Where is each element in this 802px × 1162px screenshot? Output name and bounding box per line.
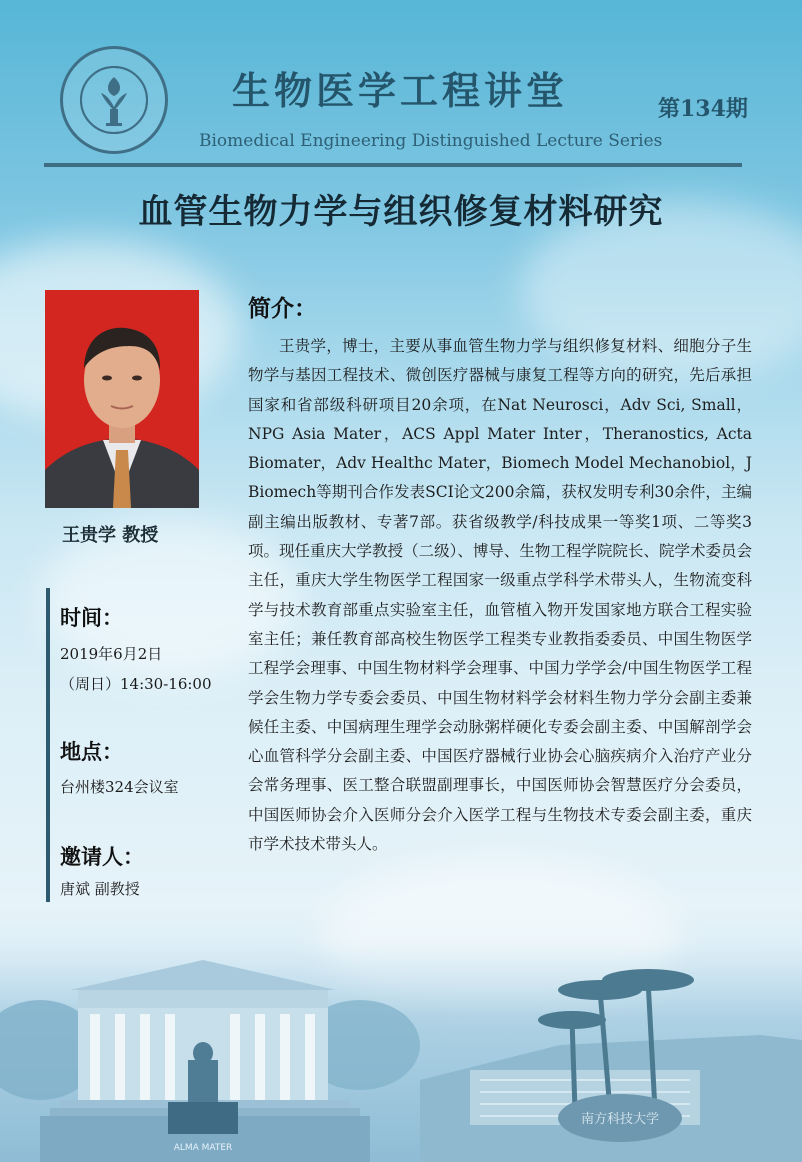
issue-number: 第134期	[658, 96, 748, 122]
info-sidebar-bar	[46, 588, 50, 902]
series-title: 生物医学工程讲堂	[232, 68, 569, 113]
portrait-icon	[45, 290, 199, 508]
time-date: 2019年6月2日	[60, 645, 163, 663]
place-value: 台州楼324会议室	[60, 778, 179, 796]
header-divider	[44, 163, 742, 167]
time-range: （周日）14:30-16:00	[60, 675, 212, 693]
speaker-name: 王贵学 教授	[62, 525, 159, 546]
speaker-photo	[45, 290, 199, 508]
series-subtitle: Biomedical Engineering Distinguished Lecture Series	[199, 131, 663, 151]
stone-text: 南方科技大学	[580, 1112, 660, 1127]
university-logo	[60, 46, 168, 154]
bio-heading: 简介：	[248, 295, 317, 322]
campus-scenery	[0, 940, 802, 1162]
lecture-title: 血管生物力学与组织修复材料研究	[138, 192, 664, 232]
plaque-text: ALMA MATER	[173, 1143, 233, 1153]
time-heading: 时间：	[60, 605, 123, 630]
bio-text: 王贵学，博士，主要从事血管生物力学与组织修复材料、细胞分子生物学与基因工程技术、微创医疗器械与康复工程等方向的研究，先后承担国家和省部级科研项目20余项，在Nat Neurosci，Adv Sci, Small，NPG Asia Mater，ACS Appl Mater Inter，Theranostics, Acta Biomater，Adv Healthc Mater，Biomech Model Mechanobiol，J Biomech等期刊合作发表SCI论文200余篇，获权发明专利30余件，主编副主编出版教材、专著7部。获省级教学/科技成果一等奖1项、二等奖3项。现任重庆大学教授（二级）、博导、生物工程学院院长、院学术委员会主任，重庆大学生物医学工程国家一级重点学科学术带头人，生物流变科学与技术教育部重点实验室主任，血管植入物开发国家地方联合工程实验室主任；兼任教育部高校生物医学工程类专业教指委委员、中国生物医学工程学会理事、中国生物材料学会理事、中国力学学会/中国生物医学工程学会生物力学专委会委员、中国生物材料学会材料生物力学分会副主委兼候任主委、中国病理生理学会动脉粥样硬化专委会副主委、中国解剖学会心血管科学分会副主委、中国医疗器械行业协会心脑疾病介入治疗产业分会常务理事、医工整合联盟副理事长，中国医师协会智慧医疗分会委员，中国医师协会介入医师分会介入医学工程与生物技术专委会副主委，重庆市学术技术带头人。	[248, 337, 752, 854]
host-heading: 邀请人：	[60, 844, 144, 869]
host-value: 唐斌 副教授	[60, 880, 140, 898]
place-heading: 地点：	[60, 739, 123, 764]
